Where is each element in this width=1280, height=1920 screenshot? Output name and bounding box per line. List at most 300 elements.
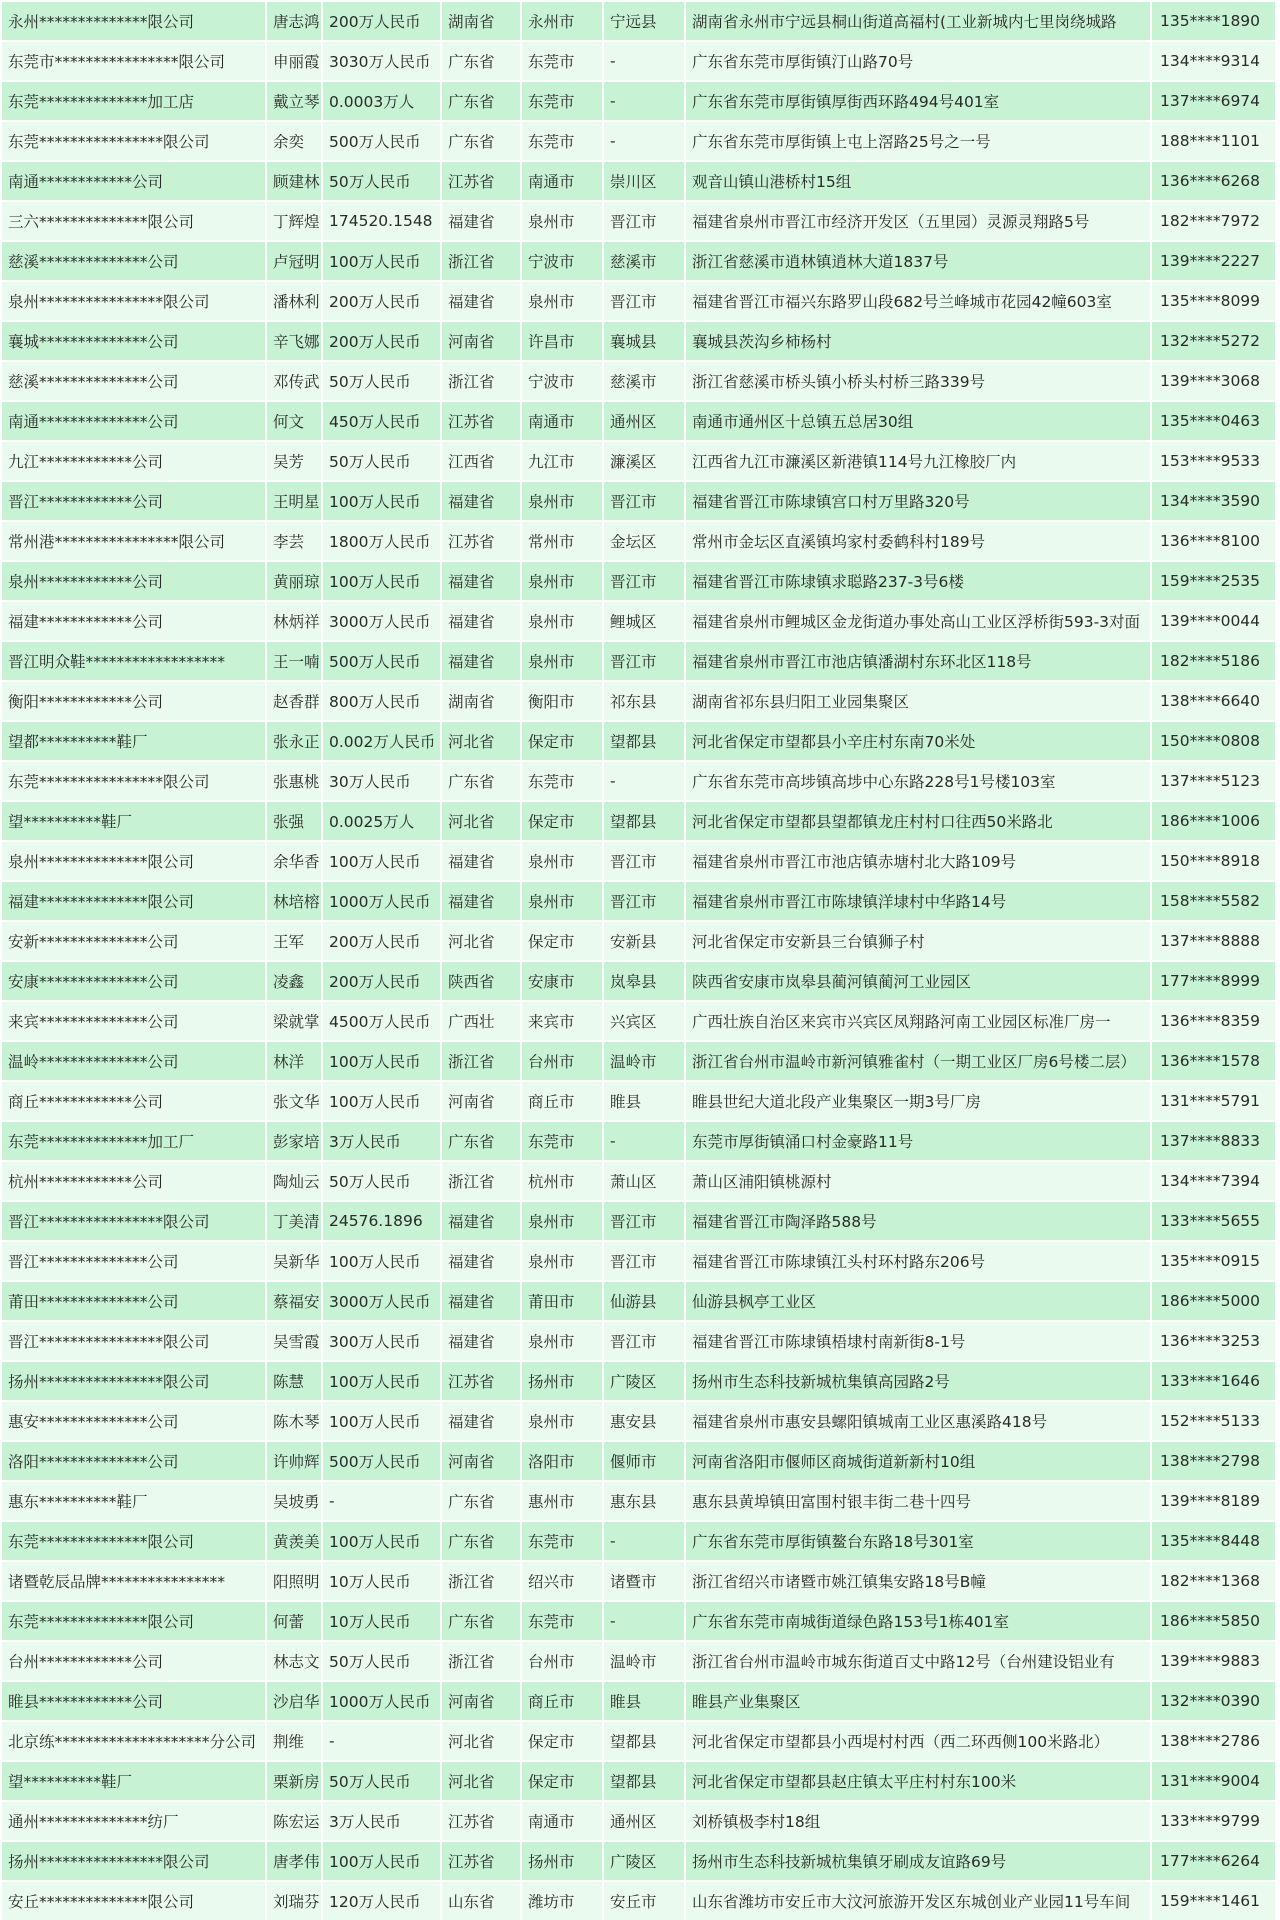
table-row [2,1002,1275,1040]
address-cell: 山东省潍坊市安丘市大汶河旅游开发区东城创业产业园11号车间 [686,1882,1150,1920]
phone-cell: 132****0390 [1152,1682,1275,1720]
district-cell: 偃师市 [604,1442,684,1480]
province-cell: 福建省 [442,1322,520,1360]
city-cell: 安康市 [522,962,602,1000]
legal-rep-cell: 梁就掌 [267,1002,321,1040]
table-row [2,1682,1275,1720]
company-name-cell: 襄城**************公司 [2,322,265,360]
table-row [2,322,1275,360]
table-row [2,562,1275,600]
phone-cell: 150****0808 [1152,722,1275,760]
city-cell: 东莞市 [522,1602,602,1640]
table-row [2,1482,1275,1520]
city-cell: 绍兴市 [522,1562,602,1600]
phone-cell: 186****1006 [1152,802,1275,840]
city-cell: 惠州市 [522,1482,602,1520]
phone-cell: 133****9799 [1152,1802,1275,1840]
company-name-cell: 福建************公司 [2,602,265,640]
capital-cell: 4500万人民币 [323,1002,440,1040]
district-cell: 晋江市 [604,202,684,240]
district-cell: 望都县 [604,722,684,760]
company-name-cell: 安丘**************限公司 [2,1882,265,1920]
phone-cell: 182****5186 [1152,642,1275,680]
capital-cell: 3万人民币 [323,1122,440,1160]
city-cell: 宁波市 [522,362,602,400]
table-row [2,1282,1275,1320]
address-cell: 广西壮族自治区来宾市兴宾区凤翔路河南工业园区标准厂房一 [686,1002,1150,1040]
legal-rep-cell: 阳照明 [267,1562,321,1600]
legal-rep-cell: 吴坡勇 [267,1482,321,1520]
address-cell: 河北省保定市安新县三台镇狮子村 [686,922,1150,960]
table-row [2,802,1275,840]
capital-cell: - [323,1482,440,1520]
company-name-cell: 东莞市****************限公司 [2,42,265,80]
table-row [2,42,1275,80]
legal-rep-cell: 许帅辉 [267,1442,321,1480]
district-cell: 望都县 [604,1722,684,1760]
company-name-cell: 台州************公司 [2,1642,265,1680]
table-row [2,602,1275,640]
address-cell: 惠东县黄埠镇田富围村银丰街二巷十四号 [686,1482,1150,1520]
legal-rep-cell: 陈慧 [267,1362,321,1400]
district-cell: 慈溪市 [604,362,684,400]
city-cell: 宁波市 [522,242,602,280]
table-row [2,202,1275,240]
phone-cell: 153****9533 [1152,442,1275,480]
phone-cell: 177****8999 [1152,962,1275,1000]
district-cell: 诸暨市 [604,1562,684,1600]
city-cell: 东莞市 [522,122,602,160]
table-row [2,1602,1275,1640]
province-cell: 湖南省 [442,2,520,40]
table-row [2,1042,1275,1080]
table-row [2,522,1275,560]
address-cell: 常州市金坛区直溪镇坞家村委鹤科村189号 [686,522,1150,560]
province-cell: 江苏省 [442,1362,520,1400]
district-cell: 晋江市 [604,282,684,320]
company-name-cell: 东莞****************限公司 [2,762,265,800]
address-cell: 福建省晋江市陈埭镇宫口村万里路320号 [686,482,1150,520]
phone-cell: 138****2798 [1152,1442,1275,1480]
capital-cell: 100万人民币 [323,1402,440,1440]
address-cell: 福建省泉州市晋江市池店镇潘湖村东环北区118号 [686,642,1150,680]
address-cell: 广东省东莞市高埗镇高埗中心东路228号1号楼103室 [686,762,1150,800]
company-name-cell: 泉州****************限公司 [2,282,265,320]
city-cell: 东莞市 [522,1122,602,1160]
legal-rep-cell: 余华香 [267,842,321,880]
address-cell: 陕西省安康市岚皋县蔺河镇蔺河工业园区 [686,962,1150,1000]
capital-cell: 10万人民币 [323,1602,440,1640]
company-name-cell: 福建**************限公司 [2,882,265,920]
legal-rep-cell: 荆维 [267,1722,321,1760]
company-name-cell: 安康**************公司 [2,962,265,1000]
legal-rep-cell: 张文华 [267,1082,321,1120]
table-row [2,1562,1275,1600]
city-cell: 保定市 [522,722,602,760]
province-cell: 广西壮 [442,1002,520,1040]
company-name-cell: 扬州****************限公司 [2,1362,265,1400]
capital-cell: 500万人民币 [323,642,440,680]
city-cell: 泉州市 [522,482,602,520]
province-cell: 福建省 [442,1282,520,1320]
legal-rep-cell: 林志文 [267,1642,321,1680]
address-cell: 湖南省永州市宁远县桐山街道高福村(工业新城内七里岗绕城路 [686,2,1150,40]
table-row [2,362,1275,400]
district-cell: 仙游县 [604,1282,684,1320]
capital-cell: 10万人民币 [323,1562,440,1600]
legal-rep-cell: 王军 [267,922,321,960]
phone-cell: 186****5000 [1152,1282,1275,1320]
province-cell: 浙江省 [442,1562,520,1600]
district-cell: 襄城县 [604,322,684,360]
phone-cell: 139****0044 [1152,602,1275,640]
city-cell: 九江市 [522,442,602,480]
district-cell: 睢县 [604,1682,684,1720]
capital-cell: 100万人民币 [323,482,440,520]
phone-cell: 182****7972 [1152,202,1275,240]
address-cell: 广东省东莞市南城街道绿色路153号1栋401室 [686,1602,1150,1640]
table-row [2,1122,1275,1160]
city-cell: 东莞市 [522,762,602,800]
district-cell: - [604,82,684,120]
city-cell: 扬州市 [522,1842,602,1880]
city-cell: 泉州市 [522,842,602,880]
company-name-cell: 晋江明众鞋****************** [2,642,265,680]
address-cell: 广东省东莞市厚街镇汀山路70号 [686,42,1150,80]
district-cell: 兴宾区 [604,1002,684,1040]
city-cell: 台州市 [522,1042,602,1080]
address-cell: 观音山镇山港桥村15组 [686,162,1150,200]
address-cell: 福建省晋江市陶泽路588号 [686,1202,1150,1240]
table-row [2,402,1275,440]
address-cell: 浙江省台州市温岭市城东街道百丈中路12号（台州建设铝业有 [686,1642,1150,1680]
district-cell: 温岭市 [604,1642,684,1680]
capital-cell: 1000万人民币 [323,1682,440,1720]
capital-cell: 500万人民币 [323,1442,440,1480]
capital-cell: 200万人民币 [323,2,440,40]
capital-cell: 100万人民币 [323,1242,440,1280]
province-cell: 河北省 [442,722,520,760]
city-cell: 莆田市 [522,1282,602,1320]
phone-cell: 135****0915 [1152,1242,1275,1280]
legal-rep-cell: 丁美清 [267,1202,321,1240]
legal-rep-cell: 吴芳 [267,442,321,480]
city-cell: 泉州市 [522,282,602,320]
capital-cell: 3030万人民币 [323,42,440,80]
table-row [2,882,1275,920]
phone-cell: 137****8888 [1152,922,1275,960]
address-cell: 福建省晋江市陈埭镇求聪路237-3号6楼 [686,562,1150,600]
province-cell: 江苏省 [442,162,520,200]
table-row [2,162,1275,200]
company-name-cell: 惠东**********鞋厂 [2,1482,265,1520]
address-cell: 广东省东莞市厚街镇上屯上滘路25号之一号 [686,122,1150,160]
table-row [2,1722,1275,1760]
district-cell: 金坛区 [604,522,684,560]
company-name-cell: 北京练********************分公司 [2,1722,265,1760]
company-name-cell: 东莞**************加工店 [2,82,265,120]
company-name-cell: 晋江****************限公司 [2,1202,265,1240]
district-cell: 广陵区 [604,1842,684,1880]
province-cell: 山东省 [442,1882,520,1920]
company-name-cell: 安新**************公司 [2,922,265,960]
capital-cell: 50万人民币 [323,162,440,200]
province-cell: 陕西省 [442,962,520,1000]
phone-cell: 135****1890 [1152,2,1275,40]
capital-cell: 100万人民币 [323,1362,440,1400]
district-cell: 晋江市 [604,1242,684,1280]
legal-rep-cell: 顾建林 [267,162,321,200]
address-cell: 河北省保定市望都县赵庄镇太平庄村村东100米 [686,1762,1150,1800]
company-name-cell: 扬州****************限公司 [2,1842,265,1880]
address-cell: 萧山区浦阳镇桃源村 [686,1162,1150,1200]
province-cell: 福建省 [442,882,520,920]
district-cell: 晋江市 [604,1322,684,1360]
company-name-cell: 诸暨乾辰品牌**************** [2,1562,265,1600]
company-name-cell: 东莞**************限公司 [2,1602,265,1640]
legal-rep-cell: 戴立琴 [267,82,321,120]
city-cell: 衡阳市 [522,682,602,720]
table-row [2,842,1275,880]
address-cell: 浙江省慈溪市桥头镇小桥头村桥三路339号 [686,362,1150,400]
city-cell: 东莞市 [522,82,602,120]
capital-cell: 800万人民币 [323,682,440,720]
table-row [2,1362,1275,1400]
city-cell: 商丘市 [522,1682,602,1720]
district-cell: 晋江市 [604,1202,684,1240]
company-name-cell: 东莞**************加工厂 [2,1122,265,1160]
address-cell: 福建省泉州市晋江市陈埭镇洋埭村中华路14号 [686,882,1150,920]
capital-cell: 100万人民币 [323,842,440,880]
city-cell: 保定市 [522,922,602,960]
district-cell: 晋江市 [604,562,684,600]
city-cell: 扬州市 [522,1362,602,1400]
company-name-cell: 睢县************公司 [2,1682,265,1720]
district-cell: 惠安县 [604,1402,684,1440]
company-name-cell: 晋江****************限公司 [2,1322,265,1360]
phone-cell: 134****9314 [1152,42,1275,80]
table-row [2,1442,1275,1480]
province-cell: 浙江省 [442,1162,520,1200]
legal-rep-cell: 沙启华 [267,1682,321,1720]
province-cell: 广东省 [442,1602,520,1640]
city-cell: 常州市 [522,522,602,560]
province-cell: 河南省 [442,1682,520,1720]
legal-rep-cell: 凌鑫 [267,962,321,1000]
city-cell: 泉州市 [522,562,602,600]
company-name-cell: 通州**************纺厂 [2,1802,265,1840]
legal-rep-cell: 王一喃 [267,642,321,680]
table-row [2,1882,1275,1920]
legal-rep-cell: 李芸 [267,522,321,560]
legal-rep-cell: 彭家培 [267,1122,321,1160]
phone-cell: 135****0463 [1152,402,1275,440]
phone-cell: 134****7394 [1152,1162,1275,1200]
address-cell: 睢县世纪大道北段产业集聚区一期3号厂房 [686,1082,1150,1120]
capital-cell: 0.0003万人 [323,82,440,120]
district-cell: - [604,42,684,80]
company-name-cell: 望**********鞋厂 [2,1762,265,1800]
table-row [2,1322,1275,1360]
legal-rep-cell: 唐孝伟 [267,1842,321,1880]
address-cell: 江西省九江市濂溪区新港镇114号九江橡胶厂内 [686,442,1150,480]
table-row [2,482,1275,520]
legal-rep-cell: 陈木琴 [267,1402,321,1440]
company-name-cell: 永州**************限公司 [2,2,265,40]
legal-rep-cell: 黄丽琼 [267,562,321,600]
province-cell: 福建省 [442,842,520,880]
legal-rep-cell: 潘林利 [267,282,321,320]
table-row [2,1162,1275,1200]
province-cell: 广东省 [442,1522,520,1560]
legal-rep-cell: 吴雪霞 [267,1322,321,1360]
capital-cell: 3万人民币 [323,1802,440,1840]
table-row [2,962,1275,1000]
phone-cell: 136****1578 [1152,1042,1275,1080]
phone-cell: 188****1101 [1152,122,1275,160]
address-cell: 河南省洛阳市偃师区商城街道新新村10组 [686,1442,1150,1480]
phone-cell: 133****5655 [1152,1202,1275,1240]
company-name-cell: 南通************公司 [2,162,265,200]
company-name-cell: 莆田**************公司 [2,1282,265,1320]
city-cell: 潍坊市 [522,1882,602,1920]
legal-rep-cell: 何蕾 [267,1602,321,1640]
company-name-cell: 晋江**************公司 [2,1242,265,1280]
province-cell: 湖南省 [442,682,520,720]
province-cell: 广东省 [442,1482,520,1520]
address-cell: 福建省泉州市惠安县螺阳镇城南工业区惠溪路418号 [686,1402,1150,1440]
capital-cell: 100万人民币 [323,1042,440,1080]
city-cell: 永州市 [522,2,602,40]
district-cell: - [604,122,684,160]
company-name-cell: 东莞**************限公司 [2,1522,265,1560]
legal-rep-cell: 张强 [267,802,321,840]
company-name-cell: 杭州************公司 [2,1162,265,1200]
province-cell: 浙江省 [442,1042,520,1080]
company-name-cell: 泉州**************限公司 [2,842,265,880]
phone-cell: 159****1461 [1152,1882,1275,1920]
province-cell: 江西省 [442,442,520,480]
district-cell: 晋江市 [604,642,684,680]
legal-rep-cell: 栗新房 [267,1762,321,1800]
address-cell: 河北省保定市望都县望都镇龙庄村村口往西50米路北 [686,802,1150,840]
capital-cell: 500万人民币 [323,122,440,160]
district-cell: 萧山区 [604,1162,684,1200]
table-row [2,122,1275,160]
district-cell: 晋江市 [604,842,684,880]
district-cell: 鲤城区 [604,602,684,640]
company-name-cell: 惠安**************公司 [2,1402,265,1440]
phone-cell: 135****8448 [1152,1522,1275,1560]
company-table-body [2,2,1275,1920]
legal-rep-cell: 辛飞娜 [267,322,321,360]
phone-cell: 136****8359 [1152,1002,1275,1040]
phone-cell: 139****8189 [1152,1482,1275,1520]
city-cell: 来宾市 [522,1002,602,1040]
address-cell: 河北省保定市望都县小辛庄村东南70米处 [686,722,1150,760]
address-cell: 福建省晋江市福兴东路罗山段682号兰峰城市花园42幢603室 [686,282,1150,320]
table-row [2,1642,1275,1680]
district-cell: - [604,1522,684,1560]
district-cell: 慈溪市 [604,242,684,280]
table-row [2,682,1275,720]
table-row [2,762,1275,800]
table-row [2,2,1275,40]
district-cell: 安新县 [604,922,684,960]
city-cell: 商丘市 [522,1082,602,1120]
capital-cell: 50万人民币 [323,1162,440,1200]
legal-rep-cell: 林培榕 [267,882,321,920]
city-cell: 保定市 [522,802,602,840]
phone-cell: 158****5582 [1152,882,1275,920]
address-cell: 襄城县茨沟乡柿杨村 [686,322,1150,360]
district-cell: 晋江市 [604,882,684,920]
legal-rep-cell: 陶灿云 [267,1162,321,1200]
capital-cell: 3000万人民币 [323,1282,440,1320]
phone-cell: 134****3590 [1152,482,1275,520]
city-cell: 泉州市 [522,1202,602,1240]
company-name-cell: 泉州************公司 [2,562,265,600]
capital-cell: 0.002万人民币 [323,722,440,760]
legal-rep-cell: 张惠桃 [267,762,321,800]
legal-rep-cell: 吴新华 [267,1242,321,1280]
address-cell: 福建省泉州市晋江市经济开发区（五里园）灵源灵翔路5号 [686,202,1150,240]
city-cell: 保定市 [522,1762,602,1800]
company-name-cell: 慈溪**************公司 [2,242,265,280]
district-cell: 睢县 [604,1082,684,1120]
phone-cell: 150****8918 [1152,842,1275,880]
phone-cell: 136****6268 [1152,162,1275,200]
address-cell: 刘桥镇极李村18组 [686,1802,1150,1840]
province-cell: 福建省 [442,1202,520,1240]
phone-cell: 131****9004 [1152,1762,1275,1800]
capital-cell: 24576.1896 [323,1202,440,1240]
province-cell: 浙江省 [442,242,520,280]
address-cell: 扬州市生态科技新城杭集镇高园路2号 [686,1362,1150,1400]
company-name-cell: 洛阳**************公司 [2,1442,265,1480]
company-name-cell: 南通**************公司 [2,402,265,440]
legal-rep-cell: 唐志鸿 [267,2,321,40]
capital-cell: 200万人民币 [323,922,440,960]
city-cell: 东莞市 [522,42,602,80]
province-cell: 河北省 [442,802,520,840]
district-cell: 岚皋县 [604,962,684,1000]
province-cell: 广东省 [442,122,520,160]
city-cell: 南通市 [522,402,602,440]
table-row [2,722,1275,760]
legal-rep-cell: 邓传武 [267,362,321,400]
phone-cell: 159****2535 [1152,562,1275,600]
address-cell: 广东省东莞市厚街镇厚街西环路494号401室 [686,82,1150,120]
capital-cell: 30万人民币 [323,762,440,800]
table-row [2,1402,1275,1440]
city-cell: 南通市 [522,1802,602,1840]
province-cell: 江苏省 [442,1802,520,1840]
district-cell: 广陵区 [604,1362,684,1400]
province-cell: 福建省 [442,282,520,320]
address-cell: 仙游县枫亭工业区 [686,1282,1150,1320]
company-name-cell: 商丘************公司 [2,1082,265,1120]
table-row [2,82,1275,120]
company-name-cell: 温岭**************公司 [2,1042,265,1080]
province-cell: 浙江省 [442,362,520,400]
address-cell: 福建省晋江市陈埭镇梧埭村南新街8-1号 [686,1322,1150,1360]
table-row [2,242,1275,280]
capital-cell: 100万人民币 [323,1082,440,1120]
phone-cell: 133****1646 [1152,1362,1275,1400]
province-cell: 河北省 [442,1762,520,1800]
district-cell: 温岭市 [604,1042,684,1080]
